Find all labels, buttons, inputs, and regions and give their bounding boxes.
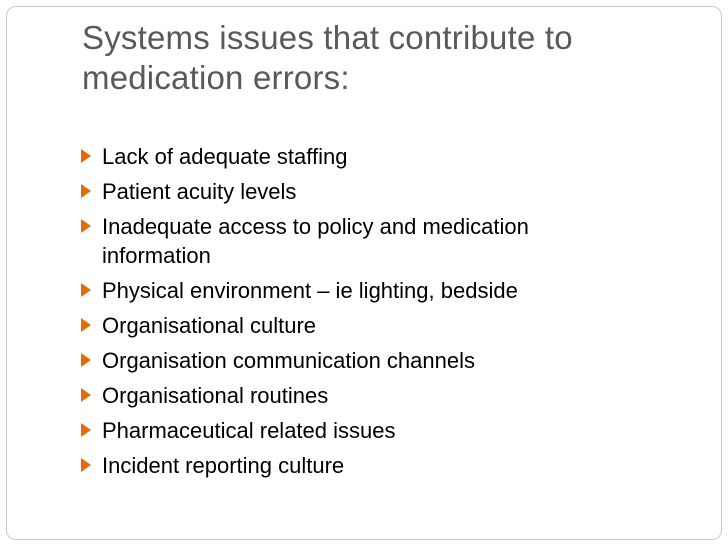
bullet-item [80, 416, 640, 445]
bullet-text: Organisation communication channels [102, 348, 475, 373]
bullet-item [80, 276, 640, 305]
bullet-text: Patient acuity levels [102, 179, 297, 204]
bullet-item [80, 177, 640, 206]
bullet-text: Lack of adequate staffing [102, 144, 348, 169]
bullet-text: Organisational routines [102, 383, 329, 408]
slide-title [82, 18, 642, 98]
bullet-item [80, 346, 640, 375]
bullet-text: Pharmaceutical related issues [102, 418, 396, 443]
bullet-list [80, 142, 640, 486]
bullet-item [80, 451, 640, 480]
bullet-text: Organisational culture [102, 313, 317, 338]
bullet-text: Inadequate access to policy and medication information [102, 214, 529, 268]
bullet-item [80, 381, 640, 410]
slide-title-line-1: Systems issues that contribute to [82, 19, 573, 56]
bullet-text: Incident reporting culture [102, 453, 345, 478]
bullet-item [80, 142, 640, 171]
bullet-text: Physical environment – ie lighting, bedside [102, 278, 518, 303]
bullet-item [80, 212, 640, 270]
slide-title-line-2: medication errors: [82, 59, 350, 96]
bullet-item [80, 311, 640, 340]
